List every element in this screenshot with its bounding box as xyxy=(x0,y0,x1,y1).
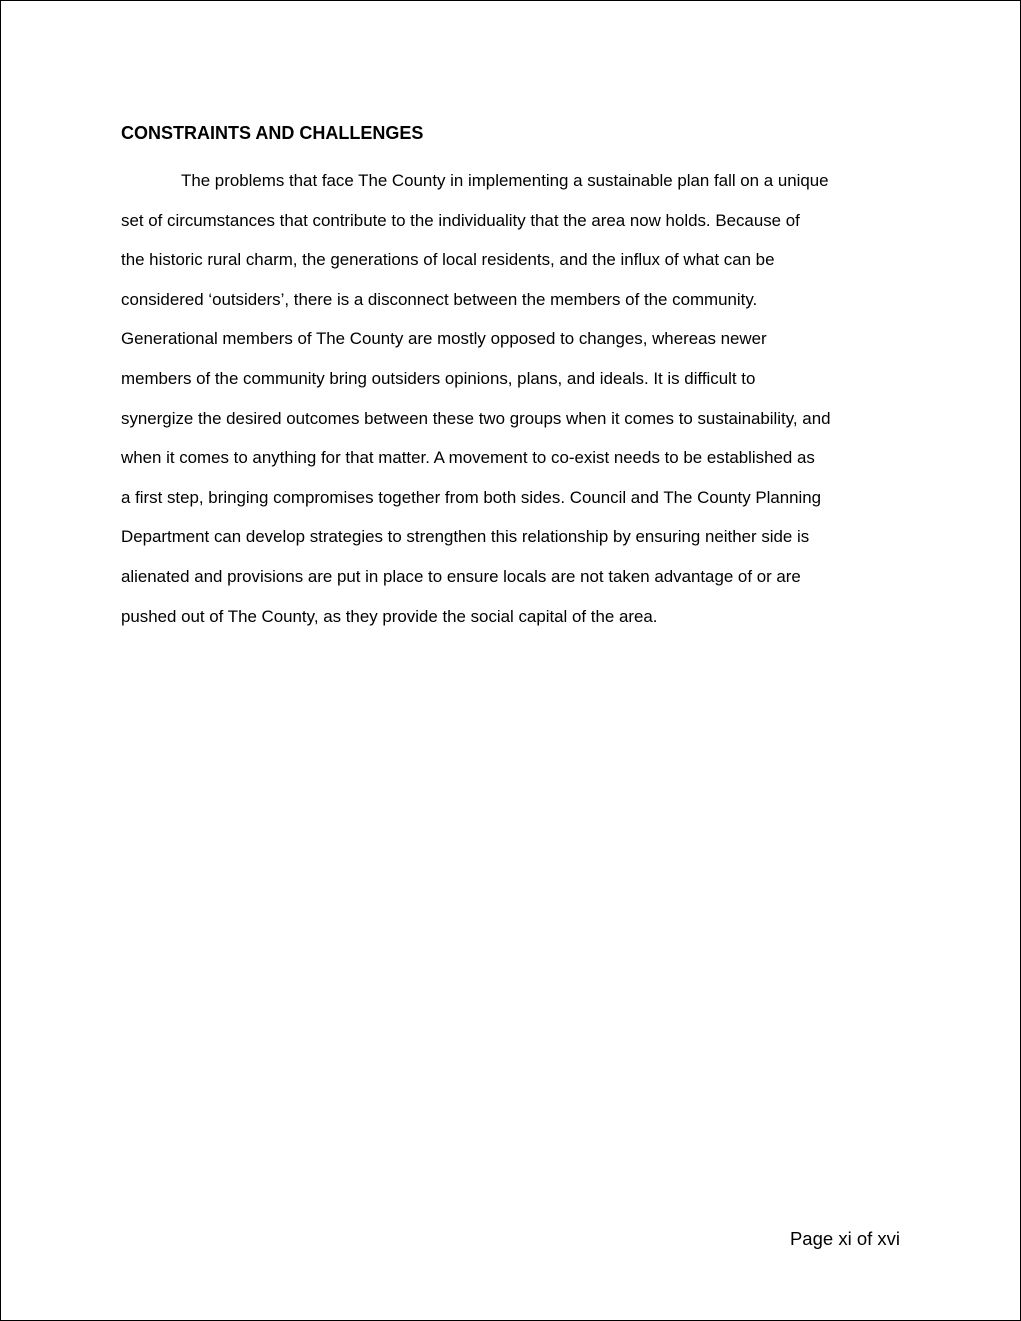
paragraph-line: Department can develop strategies to strengthen this relationship by ensuring neither side is xyxy=(121,527,810,547)
paragraph-line: Generational members of The County are mostly opposed to changes, whereas newer xyxy=(121,329,767,349)
paragraph-line: alienated and provisions are put in place to ensure locals are not taken advantage of or are xyxy=(121,566,801,586)
page-number: Page xi of xvi xyxy=(789,1228,900,1249)
body-paragraph xyxy=(121,161,907,636)
paragraph-line: the historic rural charm, the generations of local residents, and the influx of what can be xyxy=(121,250,775,270)
paragraph-line: a first step, bringing compromises together from both sides. Council and The County Planning xyxy=(121,487,822,507)
paragraph-line: considered ‘outsiders’, there is a disconnect between the members of the community. xyxy=(121,289,758,309)
paragraph-line: pushed out of The County, as they provide the social capital of the area. xyxy=(121,606,658,626)
paragraph-line: synergize the desired outcomes between these two groups when it comes to sustainability, and xyxy=(121,408,831,428)
paragraph-line: members of the community bring outsiders opinions, plans, and ideals. It is difficult to xyxy=(121,368,756,388)
section-heading: CONSTRAINTS AND CHALLENGES xyxy=(121,123,424,143)
paragraph-line: when it comes to anything for that matter. A movement to co-exist needs to be established as xyxy=(121,448,815,468)
paragraph-line: The problems that face The County in implementing a sustainable plan fall on a unique xyxy=(181,171,829,190)
paragraph-line: set of circumstances that contribute to the individuality that the area now holds. Because of xyxy=(121,210,800,230)
